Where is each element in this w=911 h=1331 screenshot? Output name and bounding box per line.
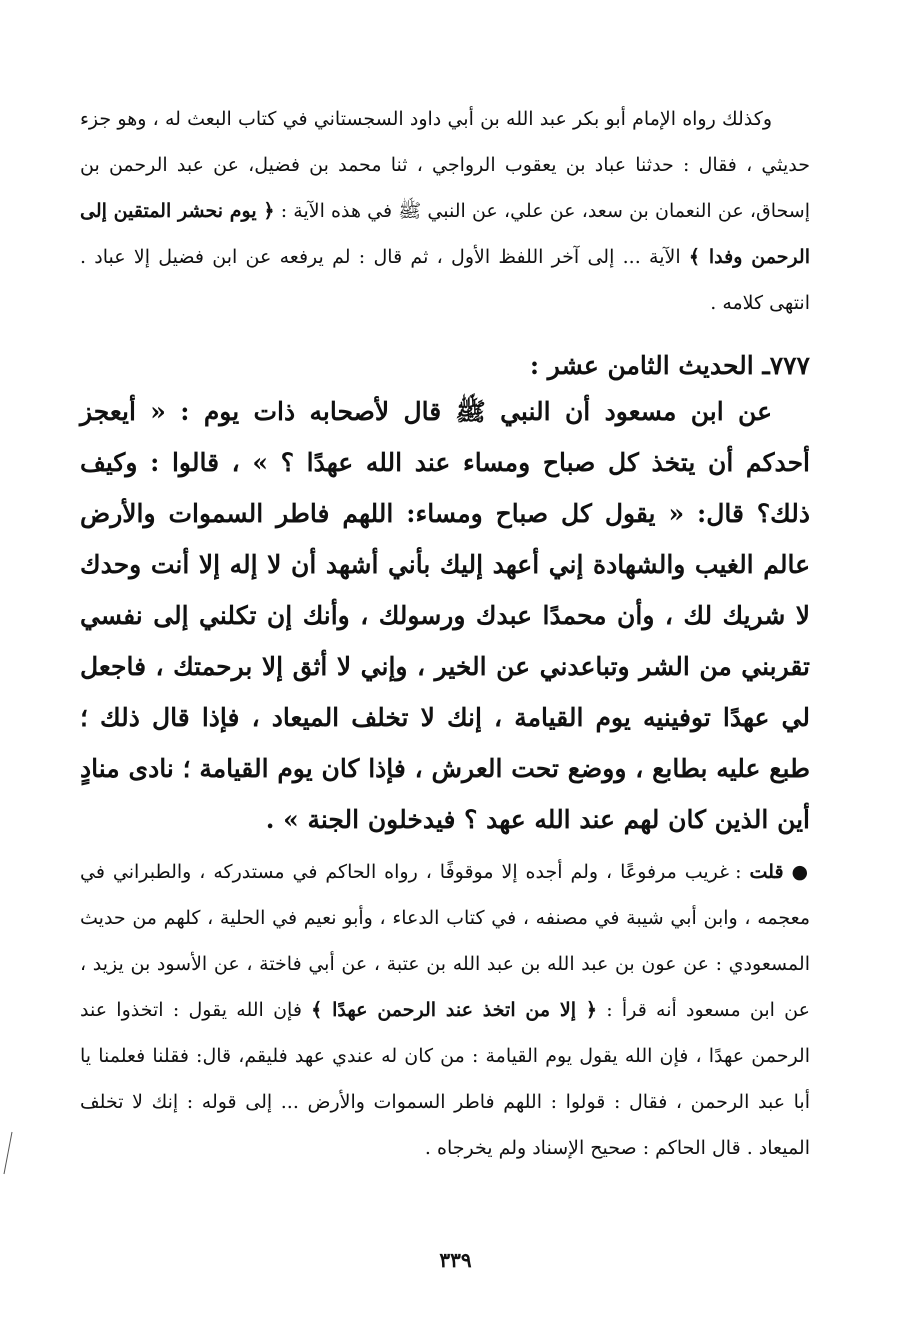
bullet-icon: ● xyxy=(791,861,810,883)
margin-mark-icon xyxy=(3,1130,13,1176)
page-number: ٣٣٩ xyxy=(439,1248,472,1272)
intro-text: وكذلك رواه الإمام أبو بكر عبد الله بن أبي داود السجستاني في كتاب البعث له ، وهو جزء حديثي ، فقال : حدثنا عباد بن يعقوب الرواجي ، ثنا محمد بن فضيل، عن عبد الرحمن بن إسحاق، عن النعمان بن سعد، عن علي، عن النبي ﷺ في هذه الآية : xyxy=(80,108,810,222)
commentary-verse: ﴿ إلا من اتخذ عند الرحمن عهدًا ﴾ xyxy=(311,999,597,1021)
hadith-text: عن ابن مسعود أن النبي ﷺ قال لأصحابه ذات يوم : « أيعجز أحدكم أن يتخذ كل صباح ومساء عند الله عهدًا ؟ » ، قالوا : وكيف ذلك؟ قال: « يقول كل صباح ومساء: اللهم فاطر السموات والأرض عالم الغيب والشهادة إني أعهد إليك بأني أشهد أن لا إله إلا أنت وحدك لا شريك لك ، وأن محمدًا عبدك ورسولك ، وأنك إن تكلني إلى نفسي تقربني من الشر وتباعدني عن الخير ، وإني لا أثق إلا برحمتك ، فاجعل لي عهدًا توفينيه يوم القيامة ، إنك لا تخلف الميعاد ، فإذا قال ذلك ؛ طبع عليه بطابع ، ووضع تحت العرش ، فإذا كان يوم القيامة ؛ نادى منادٍ أين الذين كان لهم عند الله عهد ؟ فيدخلون الجنة » . xyxy=(80,397,810,834)
commentary-lead: قلت xyxy=(749,861,784,883)
hadith-heading: ٧٧٧ـ الحديث الثامن عشر : xyxy=(529,351,810,380)
intro-verse: ﴿ يوم نحشر المتقين إلى الرحمن وفدا ﴾ xyxy=(80,200,810,268)
intro-paragraph xyxy=(80,96,810,326)
page-body xyxy=(80,96,810,1171)
commentary-paragraph xyxy=(80,849,810,1171)
intro-text-after: الآية ... إلى آخر اللفظ الأول ، ثم قال : لم يرفعه عن ابن فضيل إلا عباد . انتهى كلامه . xyxy=(80,246,810,314)
commentary-text-after: فإن الله يقول : اتخذوا عند الرحمن عهدًا ، فإن الله يقول يوم القيامة : من كان له عندي عهد فليقم، قال: فقلنا فعلمنا يا أبا عبد الرحمن ، فقال : قولوا : اللهم فاطر السموات والأرض ... إلى قوله : إنك لا تخلف الميعاد . قال الحاكم : صحيح الإسناد ولم يخرجاه . xyxy=(80,999,810,1159)
commentary-text: : غريب مرفوعًا ، ولم أجده إلا موقوفًا ، رواه الحاكم في مستدركه ، والطبراني في معجمه ، وابن أبي شيبة في مصنفه ، في كتاب الدعاء ، وأبو نعيم في الحلية ، كلهم من حديث المسعودي : عن عون بن عبد الله بن عبد الله بن عتبة ، عن أبي فاختة ، عن الأسود بن يزيد ، عن ابن مسعود أنه قرأ : xyxy=(80,861,810,1021)
